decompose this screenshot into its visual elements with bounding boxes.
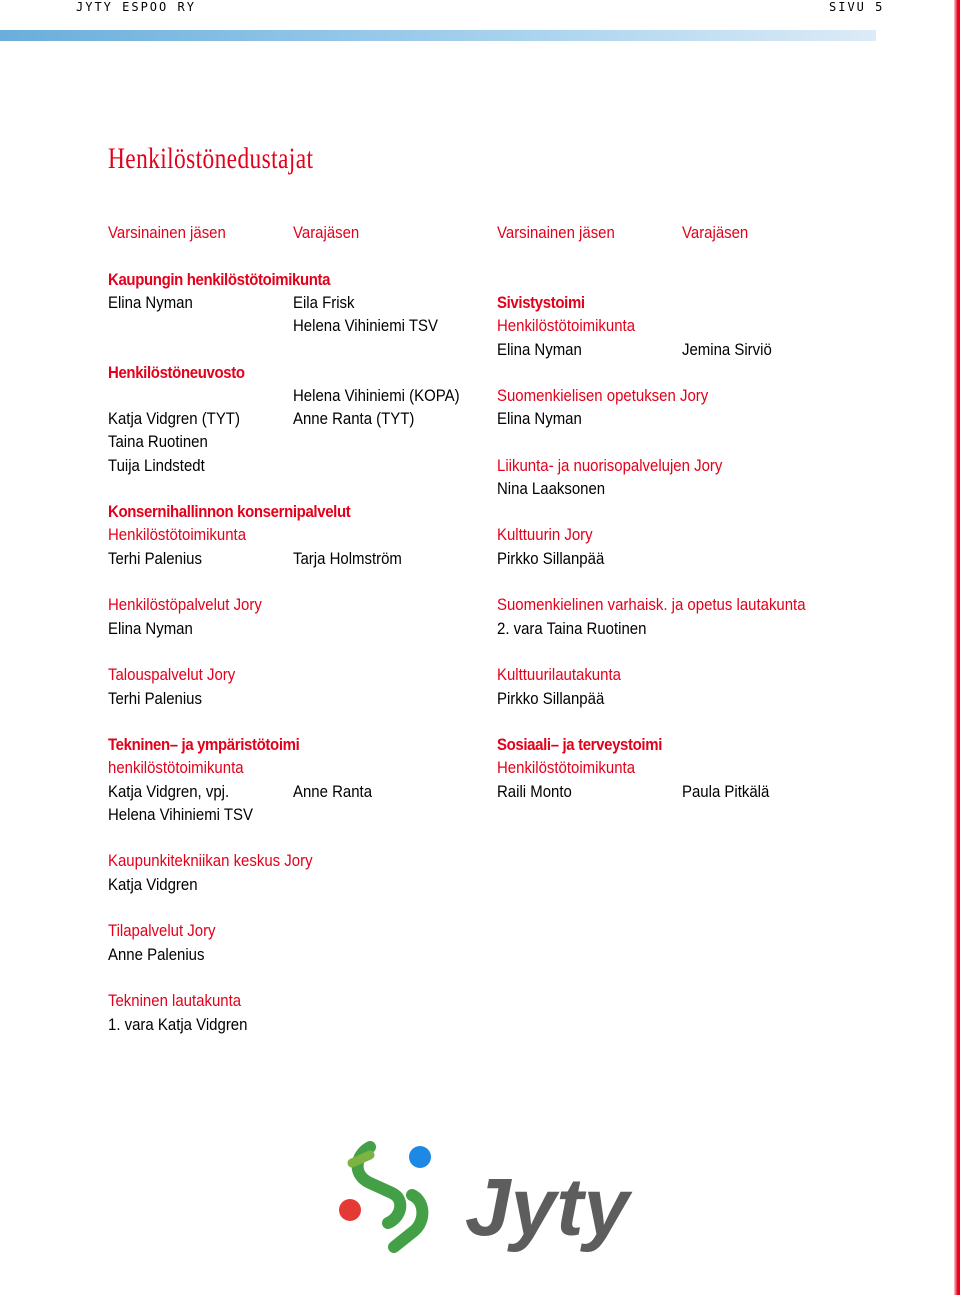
section-subtitle: Henkilöstötoimikunta bbox=[108, 525, 247, 544]
member-name: Terhi Palenius bbox=[108, 689, 202, 708]
member-name: Terhi Palenius bbox=[108, 549, 202, 568]
member-name: Helena Vihiniemi TSV bbox=[108, 805, 253, 824]
member-name: Raili Monto bbox=[497, 782, 572, 801]
col-heading-right-deputy: Varajäsen bbox=[682, 223, 749, 242]
member-name: Pirkko Sillanpää bbox=[497, 549, 605, 568]
member-name: Katja Vidgren, vpj. bbox=[108, 782, 230, 801]
deputy-name: Helena Vihiniemi (KOPA) bbox=[293, 386, 460, 405]
header-bar bbox=[0, 30, 876, 41]
section-title-tekninen-lautakunta: Tekninen lautakunta bbox=[108, 991, 242, 1010]
header-page-number: SIVU 5 bbox=[829, 0, 885, 14]
section-title-kulttuurilautakunta: Kulttuurilautakunta bbox=[497, 665, 621, 684]
deputy-name: Eila Frisk bbox=[293, 293, 355, 312]
section-title-kaupunkitekniikka: Kaupunkitekniikan keskus Jory bbox=[108, 851, 313, 870]
deputy-name: Jemina Sirviö bbox=[682, 340, 772, 359]
section-title-suomenkielinen-opetus: Suomenkielisen opetuksen Jory bbox=[497, 386, 709, 405]
section-title-varhaiskasvatus: Suomenkielinen varhaisk. ja opetus lautakunta bbox=[497, 595, 806, 614]
section-title-henkilostopalvelut: Henkilöstöpalvelut Jory bbox=[108, 595, 262, 614]
member-name: Elina Nyman bbox=[497, 340, 582, 359]
deputy-name: Paula Pitkälä bbox=[682, 782, 770, 801]
section-title-sivistystoimi: Sivistystoimi bbox=[497, 293, 585, 312]
member-name: Taina Ruotinen bbox=[108, 432, 208, 451]
logo-text: Jyty bbox=[465, 1162, 630, 1253]
section-title-kaupunki: Kaupungin henkilöstötoimikunta bbox=[108, 270, 331, 289]
member-name: Pirkko Sillanpää bbox=[497, 689, 605, 708]
member-name: Anne Palenius bbox=[108, 945, 205, 964]
section-subtitle: Henkilöstötoimikunta bbox=[497, 758, 636, 777]
col-heading-right-member: Varsinainen jäsen bbox=[497, 223, 615, 242]
member-name: 2. vara Taina Ruotinen bbox=[497, 619, 647, 638]
member-name: Nina Laaksonen bbox=[497, 479, 606, 498]
section-title-neuvosto: Henkilöstöneuvosto bbox=[108, 363, 245, 382]
section-title-konserni: Konsernihallinnon konsernipalvelut bbox=[108, 502, 351, 521]
header-association-name: JYTY ESPOO RY bbox=[76, 0, 196, 14]
member-name: Elina Nyman bbox=[108, 293, 193, 312]
member-name: 1. vara Katja Vidgren bbox=[108, 1015, 248, 1034]
deputy-name: Helena Vihiniemi TSV bbox=[293, 316, 438, 335]
section-title-tekninen: Tekninen– ja ympäristötoimi bbox=[108, 735, 300, 754]
member-name: Elina Nyman bbox=[497, 409, 582, 428]
col-heading-left-member: Varsinainen jäsen bbox=[108, 223, 226, 242]
section-title-sosiaali: Sosiaali– ja terveystoimi bbox=[497, 735, 662, 754]
section-title-tilapalvelut: Tilapalvelut Jory bbox=[108, 921, 216, 940]
page-title: Henkilöstönedustajat bbox=[108, 142, 314, 175]
section-subtitle: Henkilöstötoimikunta bbox=[497, 316, 636, 335]
member-name: Tuija Lindstedt bbox=[108, 456, 205, 475]
section-title-talouspalvelut: Talouspalvelut Jory bbox=[108, 665, 236, 684]
member-name: Elina Nyman bbox=[108, 619, 193, 638]
member-name: Katja Vidgren bbox=[108, 875, 198, 894]
section-title-liikunta: Liikunta- ja nuorisopalvelujen Jory bbox=[497, 456, 723, 475]
deputy-name: Anne Ranta (TYT) bbox=[293, 409, 415, 428]
deputy-name: Tarja Holmström bbox=[293, 549, 402, 568]
section-title-kulttuuri: Kulttuurin Jory bbox=[497, 525, 593, 544]
member-name: Katja Vidgren (TYT) bbox=[108, 409, 240, 428]
jyty-logo bbox=[330, 1135, 660, 1265]
section-subtitle: henkilöstötoimikunta bbox=[108, 758, 244, 777]
col-heading-left-deputy: Varajäsen bbox=[293, 223, 360, 242]
deputy-name: Anne Ranta bbox=[293, 782, 373, 801]
red-page-edge bbox=[954, 0, 960, 1295]
